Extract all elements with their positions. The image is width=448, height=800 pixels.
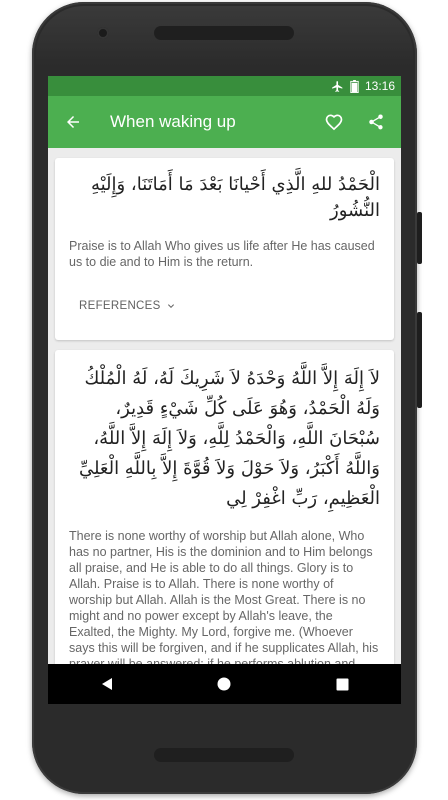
status-bar [48,76,401,96]
power-button [417,212,422,264]
nav-back-button[interactable] [77,664,137,704]
airplane-mode-icon [331,80,344,93]
battery-icon [350,80,359,93]
nav-recents-button[interactable] [312,664,372,704]
translation-text: Praise is to Allah Who gives us life after He has caused us to die and to Him is the return. [69,239,375,269]
screen [48,76,401,704]
earpiece-speaker [154,26,294,40]
dua-card [55,350,394,680]
front-camera [97,27,109,39]
references-label: REFERENCES [79,300,161,312]
volume-button [417,312,422,408]
translation-text: There is none worthy of worship but Allah alone, Who has no partner, His is the dominion and to Him belongs all praise, and He is able to do all things. Glory is to Allah. Praise is to Allah. There is none worthy of worship but Allah. Allah is the Most Great. There is no might and no power except by Allah's leave, the Exalted, the Mighty. My Lord, forgive me. (Whoever says this will be forgiven, and if he supplicates Allah, his [69,529,379,655]
heart-outline-icon [324,112,344,132]
dua-list[interactable] [48,148,401,664]
nav-home-button[interactable] [194,664,254,704]
dua-card [55,158,394,340]
square-recents-icon [336,678,349,691]
arabic-text: لاَ إِلَهَ إِلاَّ اللَّهُ وَحْدَهُ لاَ شَرِيكَ لَهُ، لَهُ الْمُلْكُ وَلَهُ الْحَمْدُ، وَهُوَ عَلَى كُلِّ شَيْءٍ قَدِيرٌ، سُبْحَانَ اللَّهِ، وَالْحَمْدُ لِلَّهِ، وَلاَ إِلَهَ إِلاَّ اللَّهُ، وَاللَّهُ أَكْبَرُ، وَلاَ حَوْلَ وَلاَ قُوَّةَ إِلاَّ بِاللَّهِ الْعَلِيِّ الْعَظِيمِ، رَبِّ اغْفِرْ لِي [78,368,380,509]
chevron-down-icon [165,300,177,312]
favorite-button[interactable] [313,96,355,148]
page-title: When waking up [110,112,236,131]
app-bar [48,96,401,148]
navigation-bar [48,664,401,704]
triangle-back-icon [100,677,114,691]
share-icon [367,113,385,131]
arabic-text: الْحَمْدُ للهِ الَّذِي أَحْيانَا بَعْدَ مَا أَمَاتَنَا، وَإِلَيْهِ النُّشُورُ [90,174,380,221]
share-button[interactable] [355,96,397,148]
references-toggle[interactable] [55,296,394,316]
circle-home-icon [217,677,231,691]
status-time: 13:16 [364,79,395,93]
bottom-speaker [154,748,294,762]
back-button[interactable] [48,96,98,148]
arrow-back-icon [64,113,82,131]
